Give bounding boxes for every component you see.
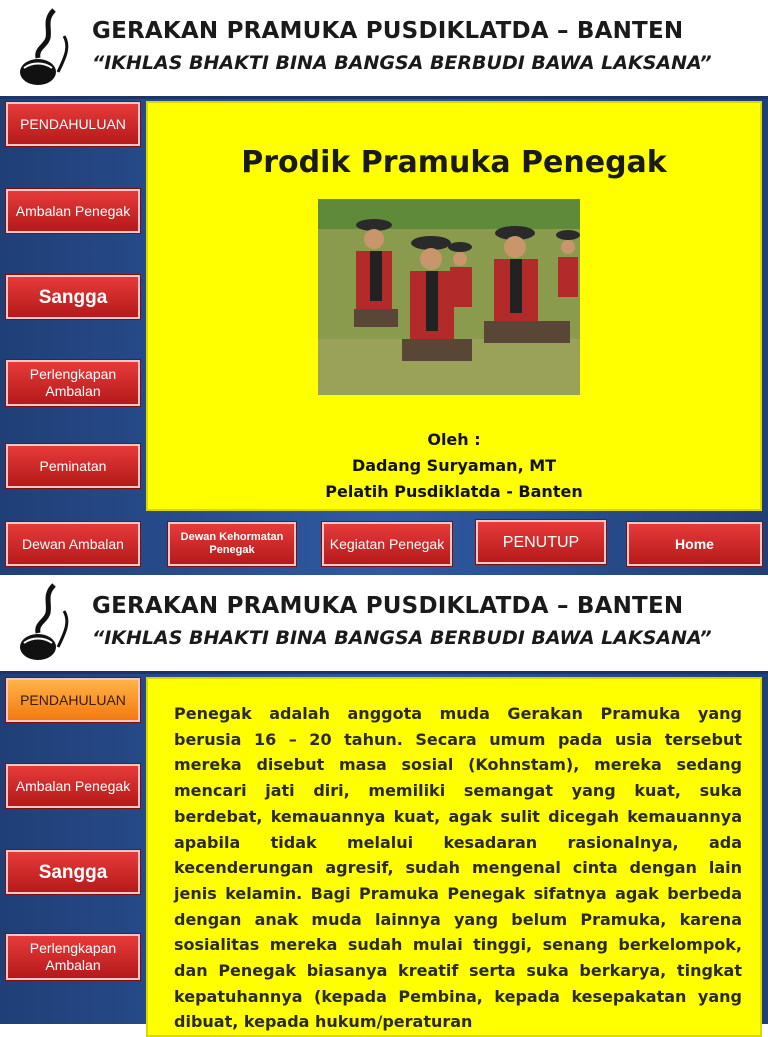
scouts-photo (318, 199, 580, 395)
nav-dewan-ambalan-button[interactable]: Dewan Ambalan (6, 522, 140, 566)
nav-sangga-button[interactable]: Sangga (6, 850, 140, 894)
author-name: Dadang Suryaman, MT (351, 456, 557, 475)
content-paragraph: Penegak adalah anggota muda Gerakan Pramuka yang berusia 16 – 20 tahun. Secara umum pada usia tersebut mereka disebut masa sosial (Kohnstam), mereka sedang mencari jati diri, memiliki semangat yang kuat, suka berdebat, kemauannya kuat, agak sulit dicegah kemauannya apabila tidak melalui kesadaran rasionalnya, ada kecenderungan agresif, sudah mengenal cinta dengan lain jenis kelamin. Bagi Pramuka Penegak sifatnya agak berbeda dengan anak muda lainnya yang belum Pramuka, karena sosialitas mereka sudah mulai tinggi, senang berkelompok, dan Penegak biasanya kreatif serta suka berkarya, tingkat kepatuhannya (kepada Pembina, kepada kesepakatan yang dibuat, kepada hukum/peraturan (174, 704, 742, 1032)
nav-perlengkapan-ambalan-button[interactable]: Perlengkapan Ambalan (6, 360, 140, 406)
slide-header (0, 575, 768, 674)
author-role: Pelatih Pusdiklatda - Banten (325, 482, 583, 501)
tunas-kelapa-logo-icon (14, 581, 76, 667)
tunas-kelapa-logo-icon (14, 6, 76, 92)
motto: “IKHLAS BHAKTI BINA BANGSA BERBUDI BAWA LAKSANA” (92, 52, 712, 74)
nav-pendahuluan-button[interactable]: PENDAHULUAN (6, 102, 140, 146)
content-panel (146, 677, 762, 1037)
nav-peminatan-button[interactable]: Peminatan (6, 444, 140, 488)
nav-home-button[interactable]: Home (627, 522, 762, 566)
oleh-label: Oleh : (427, 430, 481, 449)
slide-header (0, 0, 768, 99)
nav-perlengkapan-ambalan-button[interactable]: Perlengkapan Ambalan (6, 934, 140, 980)
nav-ambalan-penegak-button[interactable]: Ambalan Penegak (6, 764, 140, 808)
motto: “IKHLAS BHAKTI BINA BANGSA BERBUDI BAWA LAKSANA” (92, 627, 712, 649)
org-title: GERAKAN PRAMUKA PUSDIKLATDA – BANTEN (92, 593, 684, 619)
nav-ambalan-penegak-button[interactable]: Ambalan Penegak (6, 189, 140, 233)
scouts-photo-illustration (318, 199, 580, 395)
slide-2 (0, 575, 768, 1032)
slide-title: Prodik Pramuka Penegak (241, 145, 667, 180)
nav-sangga-button[interactable]: Sangga (6, 275, 140, 319)
title-panel (146, 101, 762, 511)
nav-pendahuluan-button[interactable]: PENDAHULUAN (6, 678, 140, 722)
nav-dewan-kehormatan-button[interactable]: Dewan Kehormatan Penegak (168, 522, 296, 566)
org-title: GERAKAN PRAMUKA PUSDIKLATDA – BANTEN (92, 18, 684, 44)
nav-kegiatan-penegak-button[interactable]: Kegiatan Penegak (322, 522, 452, 566)
nav-penutup-button[interactable]: PENUTUP (476, 520, 606, 564)
